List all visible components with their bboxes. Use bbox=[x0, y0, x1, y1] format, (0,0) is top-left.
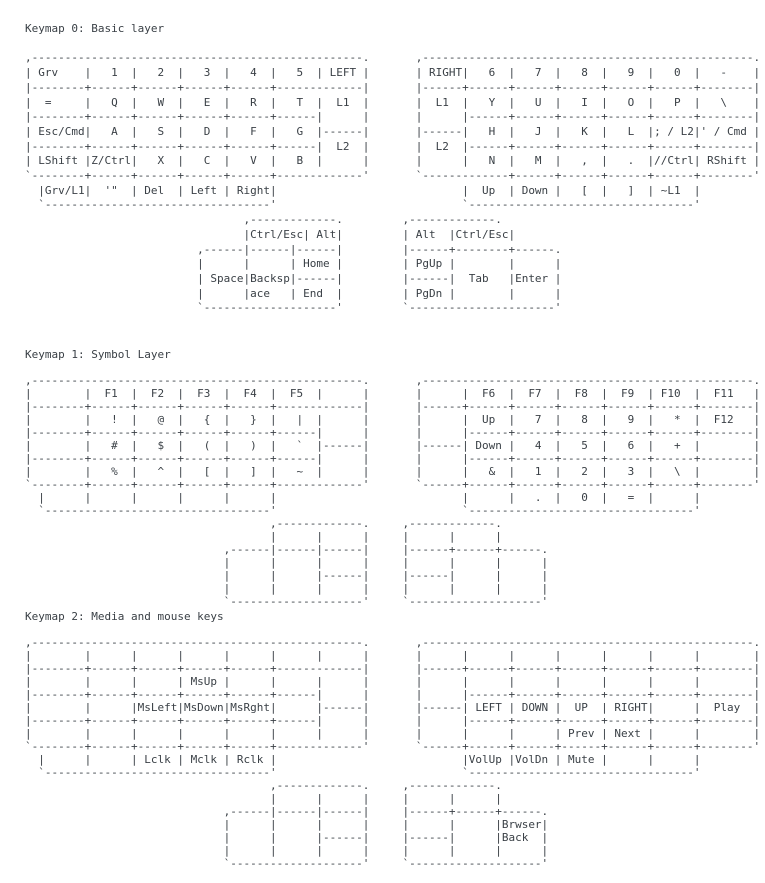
keymap-1-section bbox=[25, 348, 760, 608]
keymap-0-ascii-art: ,--------------------------------------------------. ,--------------------------------------------------. | Grv | 1 | 2 | 3 | 4 | 5 | LEFT | | RIGHT| 6 | 7 | 8 | 9 | 0 | - | |--------+------+------+------+------+-------------| |------+------+------+------+------+------+--------| | = | Q | W | E | R | T | L1 | | L1 | Y | U | I | O | P | \ | |--------+------+------+------+------+------| | | |------+------+------+------+------+--------| | Esc/Cmd| A | S | D | F | G |------| |------| H | J | K | L |; / L2|' / Cmd | |--------+------+------+------+------+------| L2 | | L2 |------+------+------+------+------+--------| | LShift |Z/Ctrl| X | C | V | B | | | | N | M | , | . |//Ctrl| RShift | `--------+------+------+------+------+-------------' `-------------+------+------+------+------+--------' |Grv/L1| '" | Del | Left | Right| | Up | Down | [ | ] | ~L1 | `----------------------------------' `----------------------------------' ,-------------. ,-------------. |Ctrl/Esc| Alt| | Alt |Ctrl/Esc| ,------|------|------| |------+--------+------. | | | Home | | PgUp | | | | Space|Backsp|------| |------| Tab |Enter | | |ace | End | | PgDn | | | `--------------------' `----------------------' bbox=[25, 51, 761, 315]
keymap-1-ascii-art: ,--------------------------------------------------. ,--------------------------------------------------. | | F1 | F2 | F3 | F4 | F5 | | | | F6 | F7 | F8 | F9 | F10 | F11 | |--------+------+------+------+------+-------------| |------+------+------+------+------+------+--------| | | ! | @ | { | } | | | | | | Up | 7 | 8 | 9 | * | F12 | |--------+------+------+------+------+------| | | |------+------+------+------+------+--------| | | # | $ | ( | ) | ` |------| |------| Down | 4 | 5 | 6 | + | | |--------+------+------+------+------+------| | | |------+------+------+------+------+--------| | | % | ^ | [ | ] | ~ | | | | & | 1 | 2 | 3 | \ | | `--------+------+------+------+------+-------------' `------+------+------+------+------+------+--------' | | | | | | | | . | 0 | = | | `----------------------------------' `----------------------------------' ,-------------. ,-------------. | | | | | | ,------|------|------| |------+------+------. | | | | | | | | | | |------| |------| | | | | | | | | | | `--------------------' `--------------------' bbox=[25, 374, 761, 608]
keymap-0-section bbox=[25, 22, 760, 316]
keymap-2-ascii-art: ,--------------------------------------------------. ,--------------------------------------------------. | | | | | | | | | | | | | | | | |--------+------+------+------+------+-------------| |------+------+------+------+------+------+--------| | | | | MsUp | | | | | | | | | | | | |--------+------+------+------+------+------| | | |------+------+------+------+------+--------| | | |MsLeft|MsDown|MsRght| |------| |------| LEFT | DOWN | UP | RIGHT| | Play | |--------+------+------+------+------+------| | | |------+------+------+------+------+--------| | | | | | | | | | | | | Prev | Next | | | `--------+------+------+------+------+-------------' `------+------+------+------+------+------+--------' | | | Lclk | Mclk | Rclk | |VolUp |VolDn | Mute | | | `----------------------------------' `----------------------------------' ,-------------. ,-------------. | | | | | | ,------|------|------| |------+------+------. | | | | | | |Brwser| | | |------| |------| |Back | | | | | | | | | `--------------------' `--------------------' bbox=[25, 636, 761, 870]
keymap-2-title: Keymap 2: Media and mouse keys bbox=[25, 610, 224, 623]
keymap-1-title: Keymap 1: Symbol Layer bbox=[25, 348, 171, 361]
keymap-0-title: Keymap 0: Basic layer bbox=[25, 22, 165, 35]
keymap-2-section bbox=[25, 610, 760, 870]
